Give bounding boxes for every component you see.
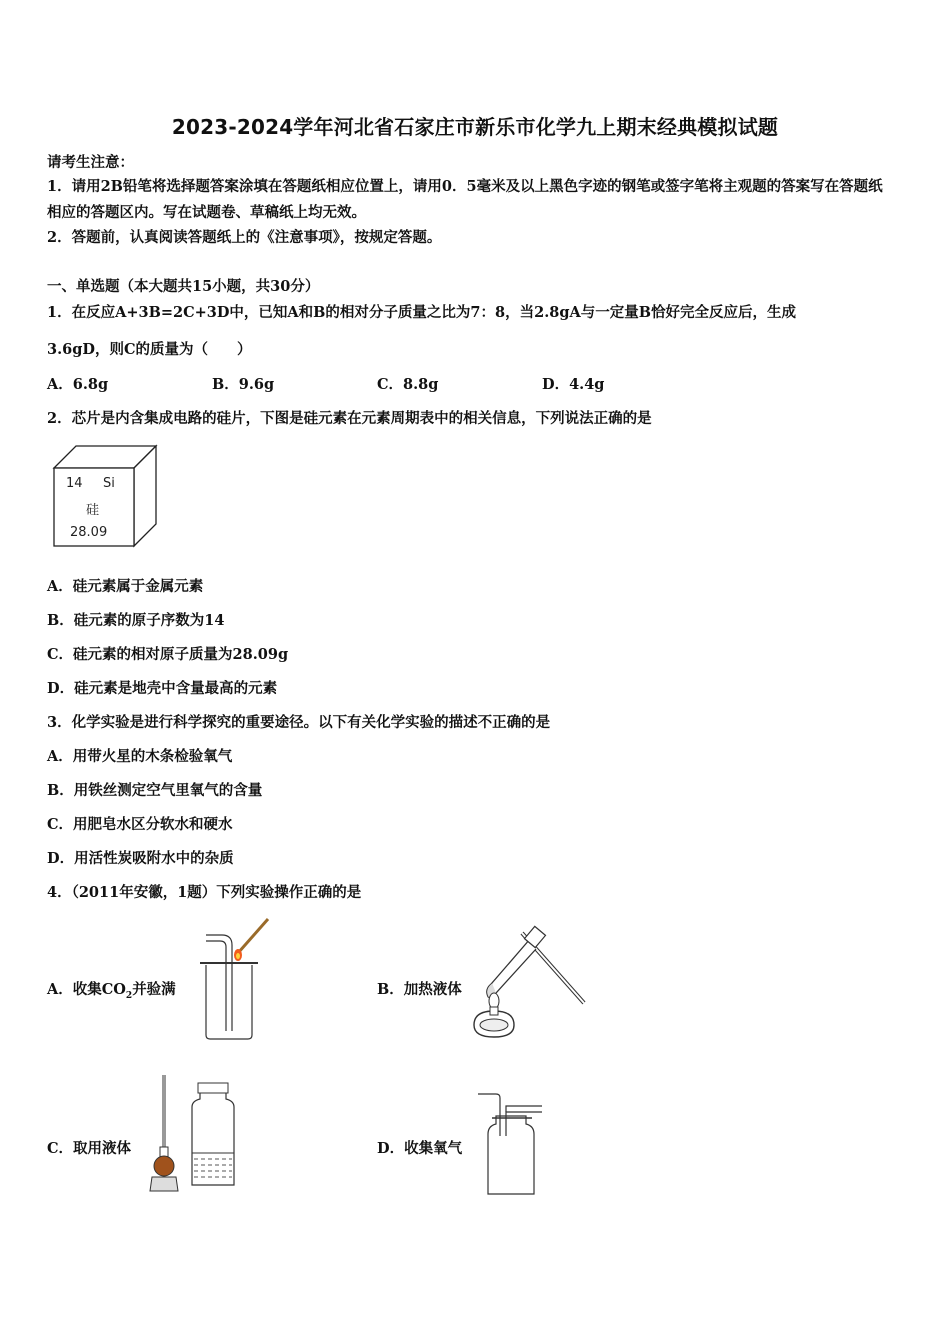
silicon-element-cube [48, 440, 160, 550]
q3-option-b: B．用铁丝测定空气里氧气的含量 [47, 782, 263, 799]
notice-item-1: 1．请用2B铅笔将选择题答案涂填在答题纸相应位置上，请用0．5毫米及以上黑色字迹的钢笔或签字笔将主观题的答案写在答题纸相应的答题区内。写在试题卷、草稿纸上均无效。 [47, 178, 883, 221]
q2-option-d: D．硅元素是地壳中含量最高的元素 [47, 680, 278, 697]
q3-option-c: C．用肥皂水区分软水和硬水 [47, 816, 233, 833]
q2-stem: 2．芯片是内含集成电路的硅片，下图是硅元素在元素周期表中的相关信息，下列说法正确的是 [47, 410, 652, 427]
q4-option-d-label: D．收集氧气 [377, 1140, 463, 1157]
q1-option-a: A．6.8g [47, 376, 109, 393]
q1-option-d: D．4.4g [542, 376, 605, 393]
q3-stem: 3．化学实验是进行科学探究的重要途径。以下有关化学实验的描述不正确的是 [47, 714, 551, 731]
oxygen-collection-bottle-diagram [474, 1090, 546, 1198]
q4-option-c-label: C．取用液体 [47, 1140, 132, 1157]
q2-option-a: A．硅元素属于金属元素 [47, 578, 204, 595]
page-title: 2023-2024学年河北省石家庄市新乐市化学九上期末经典模拟试题 [171, 115, 779, 139]
q2-option-b: B．硅元素的原子序数为14 [47, 612, 225, 629]
q1-stem-line1: 1．在反应A+3B=2C+3D中，已知A和B的相对分子质量之比为7：8，当2.8gA与一定量B恰好完全反应后，生成 [47, 304, 796, 321]
heating-liquid-diagram [470, 925, 590, 1045]
q2-option-c: C．硅元素的相对原子质量为28.09g [47, 646, 289, 663]
dropper-and-bottle-diagram [148, 1073, 240, 1195]
q3-option-a: A．用带火星的木条检验氧气 [47, 748, 233, 765]
q1-option-c: C．8.8g [377, 376, 439, 393]
q1-stem-line2: 3.6gD，则C的质量为（ ） [47, 341, 252, 358]
notice-item-2: 2．答题前，认真阅读答题纸上的《注意事项》，按规定答题。 [47, 229, 442, 246]
element-mass: 28.09 [70, 525, 108, 540]
section-heading: 一、单选题（本大题共15小题，共30分） [47, 278, 320, 295]
element-number: 14 [66, 476, 83, 491]
element-symbol: Si [103, 476, 115, 491]
q4-option-a-label: A．收集$CO_2$并验满 [47, 981, 176, 1001]
q3-option-d: D．用活性炭吸附水中的杂质 [47, 850, 234, 867]
co2-collection-bottle-diagram [196, 915, 276, 1043]
q4-option-b-label: B．加热液体 [377, 981, 462, 998]
q4-stem: 4．（2011年安徽，1题）下列实验操作正确的是 [47, 884, 362, 901]
element-name: 硅 [86, 503, 100, 518]
notice-heading: 请考生注意： [47, 154, 134, 171]
q1-option-b: B．9.6g [212, 376, 275, 393]
